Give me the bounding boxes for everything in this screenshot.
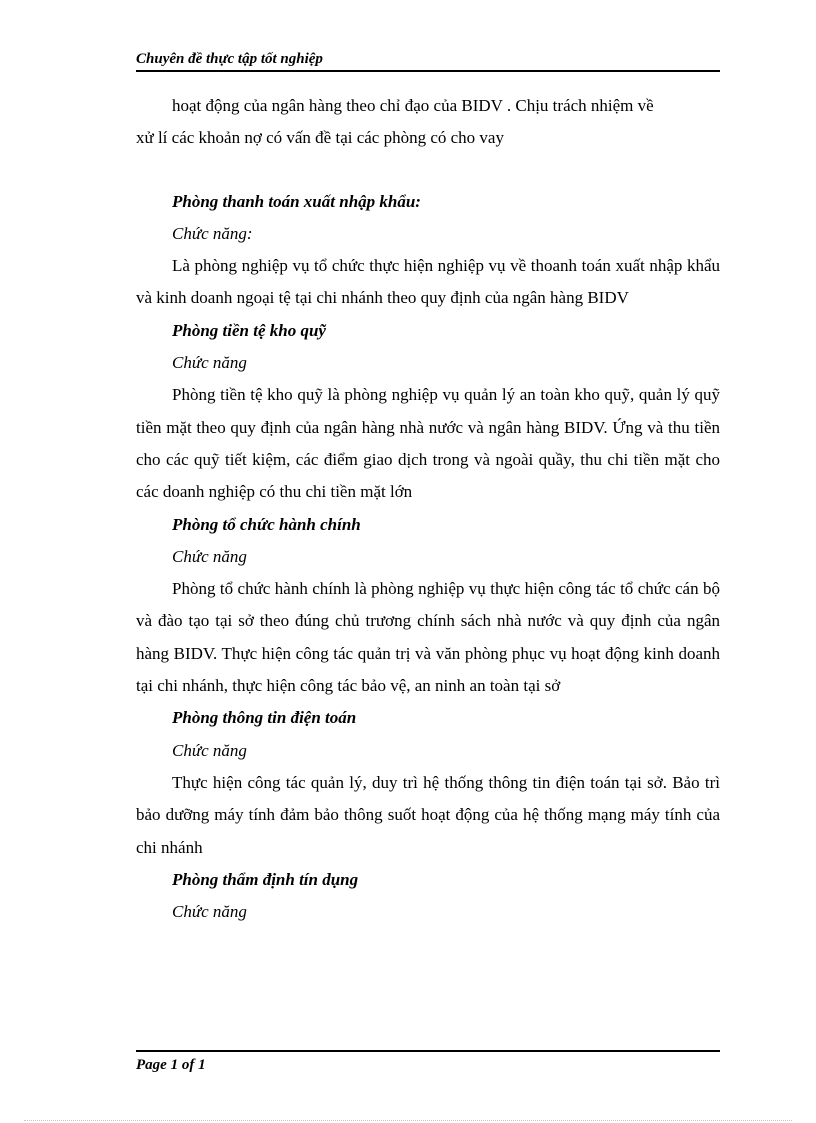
intro-line-2: xử lí các khoản nợ có vấn đề tại các phòng có cho vay — [136, 128, 504, 148]
section-subheading-administration: Chức năng — [172, 546, 247, 566]
section-subheading-treasury: Chức năng — [172, 353, 247, 373]
page-number: Page 1 of 1 — [136, 1057, 206, 1073]
intro-line-1: hoạt động của ngân hàng theo chỉ đạo của BIDV . Chịu trách nhiệm về — [172, 96, 654, 115]
section-heading-administration: Phòng tổ chức hành chính — [172, 514, 361, 534]
header-title: Chuyên đề thực tập tốt nghiệp — [136, 51, 323, 67]
document-body — [136, 90, 720, 928]
section-text-administration: Phòng tổ chức hành chính là phòng nghiệp vụ thực hiện công tác tổ chức cán bộ và đào tạo tại sở theo đúng chủ trương chính sách nhà nước và quy định của ngân hàng BIDV. Thực hiện công tác quản trị và văn phòng phục vụ hoạt động kinh doanh tại chi nhánh, thực hiện công tác bảo vệ, an ninh an toàn tại sở — [136, 579, 720, 696]
section-subheading-it: Chức năng — [172, 740, 247, 760]
section-subheading-import-export: Chức năng: — [172, 223, 253, 243]
section-heading-it: Phòng thông tin điện toán — [172, 708, 357, 728]
section-subheading-credit-appraisal: Chức năng — [172, 902, 247, 922]
section-heading-import-export: Phòng thanh toán xuất nhập khẩu: — [172, 191, 421, 211]
section-text-import-export: Là phòng nghiệp vụ tổ chức thực hiện nghiệp vụ về thoanh toán xuất nhập khẩu và kinh doanh ngoại tệ tại chi nhánh theo quy định của ngân hàng BIDV — [136, 256, 720, 308]
section-heading-treasury: Phòng tiền tệ kho quỹ — [172, 320, 326, 340]
intro-paragraph — [136, 90, 720, 155]
page-header — [136, 48, 720, 72]
section-heading-credit-appraisal: Phòng thẩm định tín dụng — [172, 869, 359, 889]
page-edge-divider — [24, 1120, 792, 1121]
page-footer — [136, 1050, 720, 1078]
section-text-it: Thực hiện công tác quản lý, duy trì hệ thống thông tin điện toán tại sở. Bảo trì bảo dưỡng máy tính đảm bảo thông suốt hoạt động của hệ thống mạng máy tính của chi nhánh — [136, 772, 720, 857]
section-text-treasury: Phòng tiền tệ kho quỹ là phòng nghiệp vụ quản lý an toàn kho quỹ, quản lý quỹ tiền mặt theo quy định của ngân hàng nhà nước và ngân hàng BIDV. Ứng và thu tiền cho các quỹ tiết kiệm, các điểm giao dịch trong và ngoài quầy, thu chi tiền mặt cho các doanh nghiệp có thu chi tiền mặt lớn — [136, 385, 720, 502]
